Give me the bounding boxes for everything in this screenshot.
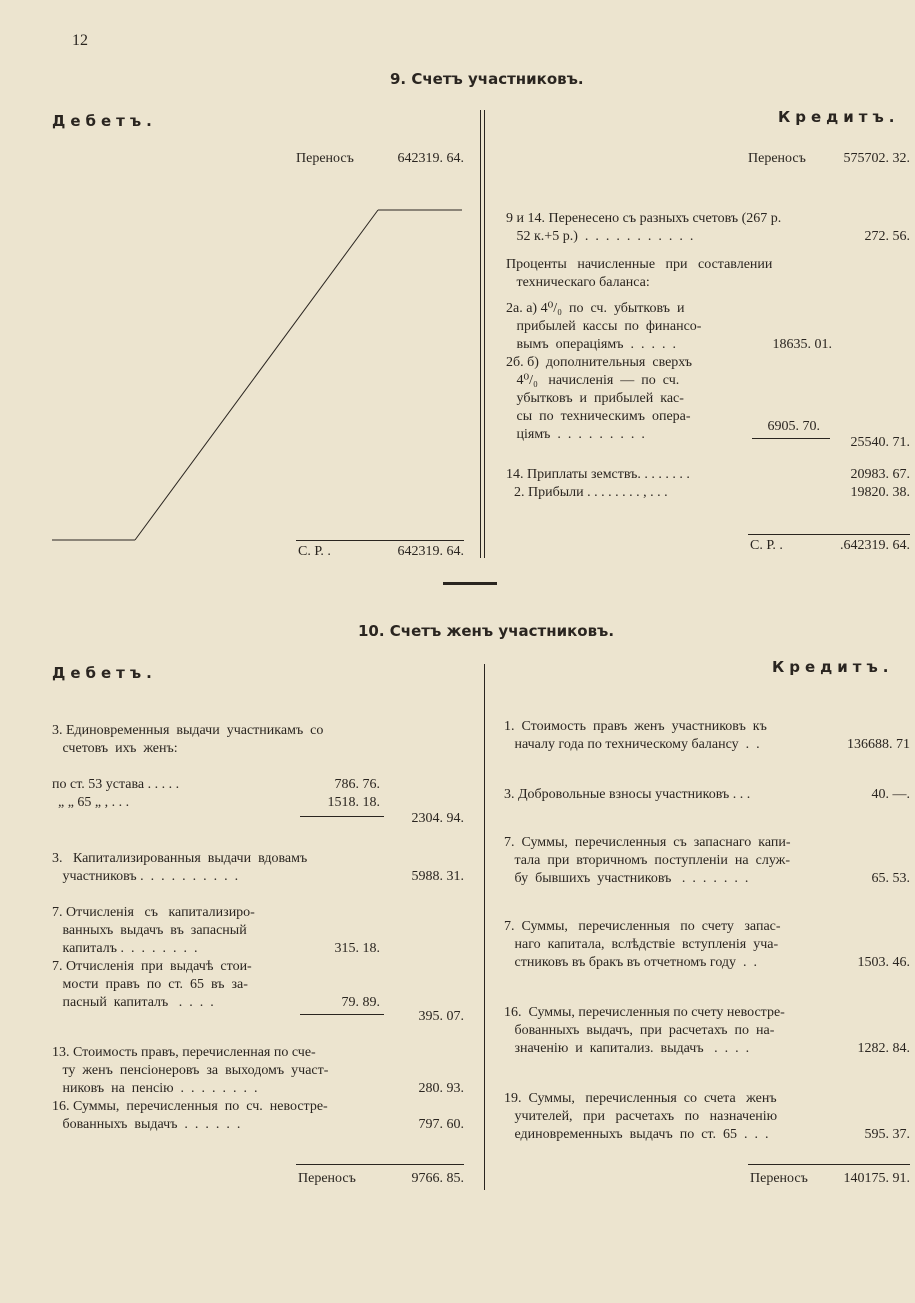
section-10-credit-carry-label: Переносъ: [750, 1171, 808, 1186]
section-10-debit-item-13-value: 280. 93.: [418, 1081, 464, 1096]
section-10-credit-item-7a-value: 65. 53.: [871, 871, 910, 886]
section-9-credit-item-2a-value: 18635. 01.: [772, 337, 832, 352]
section-10-credit-item-19: 19. Суммы, перечисленныя со счета женъ учителей, при расчетахъ по назначенію единовременныхъ выдачъ по ст. 65 . . .: [504, 1091, 778, 1142]
section-9-credit-total-rule: [748, 534, 910, 535]
section-10-debit-item-3-header: 3. Единовременныя выдачи участникамъ со счетовъ ихъ женъ:: [52, 723, 324, 756]
section-10-debit-row-65-label: „ „ 65 „ , . . .: [58, 795, 130, 810]
section-10-debit-heading: Дебетъ.: [52, 664, 157, 682]
section-10-debit-item-3b: 3. Капитализированныя выдачи вдовамъ участниковъ . . . . . . . . . .: [52, 851, 308, 884]
section-10-debit-item-7b-value: 79. 89.: [341, 995, 380, 1010]
section-10-credit-carry-rule: [748, 1164, 910, 1165]
section-10-debit-row-53-label: по ст. 53 устава . . . . .: [52, 777, 180, 792]
section-9-credit-percent-rule: [752, 438, 830, 439]
section-10-credit-item-16-value: 1282. 84.: [857, 1041, 910, 1056]
section-10-credit-item-7a: 7. Суммы, перечисленныя съ запаснаго капи- тала при вторичномъ поступленіи на служ- бу бывшихъ участниковъ . . . . . . .: [504, 835, 791, 886]
section-10-credit-item-7b-value: 1503. 46.: [857, 955, 910, 970]
section-9-debit-heading: Дебетъ.: [52, 112, 157, 130]
section-9-credit-heading: Кредитъ.: [778, 108, 900, 126]
section-9-credit-carry-label: Переносъ: [748, 151, 806, 166]
section-10-credit-item-1-value: 136688. 71: [847, 737, 910, 752]
section-10-debit-item-3-rule: [300, 816, 384, 817]
section-10-debit-carry-value: 9766. 85.: [411, 1171, 464, 1186]
section-10-debit-item-7a-value: 315. 18.: [334, 941, 380, 956]
section-10-debit-row-53-value: 786. 76.: [334, 777, 380, 792]
section-10-credit-item-19-value: 595. 37.: [864, 1127, 910, 1142]
section-9-credit-total-value: .642319. 64.: [840, 538, 910, 553]
section-10-debit-item-3-total: 2304. 94.: [411, 811, 464, 826]
section-9-credit-item-9-14-value: 272. 56.: [864, 229, 910, 244]
section-10-debit-carry-label: Переносъ: [298, 1171, 356, 1186]
section-10-debit-item-3b-value: 5988. 31.: [411, 869, 464, 884]
section-10-debit-item-7-total: 395. 07.: [418, 1009, 464, 1024]
section-9-credit-total-label: С. Р. .: [750, 538, 783, 553]
section-9-debit-carry-label: Переносъ: [296, 151, 354, 166]
section-10-debit-item-7-rule: [300, 1014, 384, 1015]
section-10-center-rule: [484, 664, 485, 1190]
section-divider: [443, 582, 497, 585]
section-9-credit-item-2b: 2б. б) дополнительныя сверхъ 4⁰/₀ начисленія — по сч. убытковъ и прибылей кас- сы по техническимъ опера- ціямъ . . . . . . . . .: [506, 355, 693, 442]
page-number: 12: [72, 32, 88, 49]
section-9-center-rule-left: [480, 110, 481, 558]
section-9-debit-total-value: 642319. 64.: [397, 544, 464, 559]
section-10-credit-item-16: 16. Суммы, перечисленныя по счету невостре- бованныхъ выдачъ, при расчетахъ по на- значенію и капитализ. выдачъ . . . .: [504, 1005, 785, 1056]
section-10-debit-row-65-value: 1518. 18.: [327, 795, 380, 810]
section-9-credit-item-2b-value: 6905. 70.: [767, 419, 820, 434]
section-9-credit-item-14-value: 20983. 67.: [850, 467, 910, 482]
section-10-credit-heading: Кредитъ.: [772, 658, 894, 676]
section-9-credit-percent-header: Проценты начисленные при составлении техническаго баланса:: [506, 257, 773, 290]
section-10-debit-item-16-value: 797. 60.: [418, 1117, 464, 1132]
section-9-credit-item-9-14: 9 и 14. Перенесено съ разныхъ счетовъ (267 р. 52 к.+5 р.) . . . . . . . . . . .: [506, 211, 782, 244]
section-9-credit-item-2: 2. Прибыли . . . . . . . . , . . .: [514, 485, 668, 500]
section-10-debit-carry-rule: [296, 1164, 464, 1165]
section-9-center-rule-right: [484, 110, 485, 558]
section-10-credit-item-3-value: 40. —.: [871, 787, 910, 802]
section-10-credit-item-7b: 7. Суммы, перечисленныя по счету запас- наго капитала, вслѣдствіе вступленія уча- стниковъ въ бракъ въ отчетномъ году . .: [504, 919, 781, 970]
section-9-credit-item-2-value: 19820. 38.: [850, 485, 910, 500]
section-10-title: 10. Счетъ женъ участниковъ.: [358, 622, 615, 640]
section-10-credit-item-1: 1. Стоимость правъ женъ участниковъ къ началу года по техническому балансу . .: [504, 719, 767, 752]
section-10-credit-item-3: 3. Добровольные взносы участниковъ . . .: [504, 787, 751, 802]
section-9-title: 9. Счетъ участниковъ.: [390, 70, 584, 88]
section-10-debit-item-16: 16. Суммы, перечисленныя по сч. невостре- бованныхъ выдачъ . . . . . .: [52, 1099, 328, 1132]
section-9-debit-total-rule: [296, 540, 464, 541]
section-10-credit-carry-value: 140175. 91.: [843, 1171, 910, 1186]
section-10-debit-item-7a: 7. Отчисленія съ капитализиро- ванныхъ выдачъ въ запасный капиталъ . . . . . . . .: [52, 905, 255, 956]
section-9-credit-percent-total: 25540. 71.: [850, 435, 910, 450]
section-10-debit-item-13: 13. Стоимость правъ, перечисленная по сче- ту женъ пенсіонеровъ за выходомъ участ- никовъ на пенсію . . . . . . . .: [52, 1045, 329, 1096]
section-10-debit-item-7b: 7. Отчисленія при выдачѣ стои- мости правъ по ст. 65 въ за- пасный капиталъ . . . .: [52, 959, 252, 1010]
section-9-credit-item-14: 14. Приплаты земствъ. . . . . . . .: [506, 467, 690, 482]
section-9-debit-total-label: С. Р. .: [298, 544, 331, 559]
section-9-credit-carry-value: 575702. 32.: [843, 151, 910, 166]
section-9-credit-item-2a: 2а. а) 4⁰/₀ по сч. убытковъ и прибылей кассы по финансо- вымъ операціямъ . . . . .: [506, 301, 702, 352]
section-9-debit-carry-value: 642319. 64.: [397, 151, 464, 166]
